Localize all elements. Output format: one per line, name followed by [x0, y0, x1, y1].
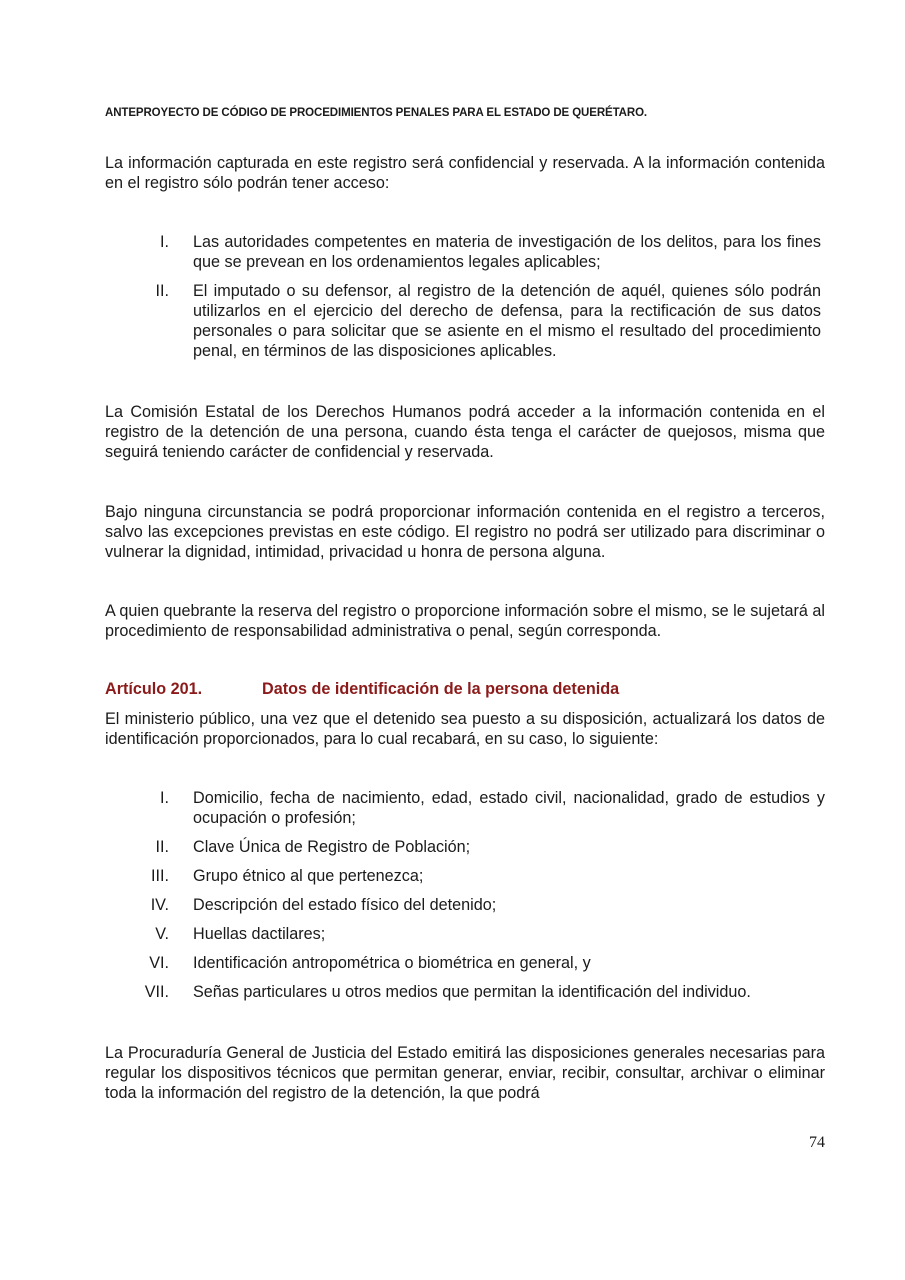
list-item-text: Grupo étnico al que pertenezca; — [193, 867, 424, 885]
list-item-number: IV. — [150, 896, 169, 914]
list-item — [105, 866, 825, 886]
list-item-text: Domicilio, fecha de nacimiento, edad, estado civil, nacionalidad, grado de estudios y ocupación o profesión; — [193, 789, 825, 827]
list-item — [105, 895, 825, 915]
identification-list — [105, 788, 825, 1002]
paragraph-human-rights: La Comisión Estatal de los Derechos Humanos podrá acceder a la información contenida en el registro de la detención de una persona, cuando ésta tenga el carácter de quejosos, misma que seguirá teniendo carácter de confidencial y reservada. — [105, 403, 825, 461]
list-item-text: Descripción del estado físico del detenido; — [193, 896, 497, 914]
article-heading — [105, 679, 825, 699]
list-item-number: III. — [151, 867, 169, 885]
list-item — [105, 232, 825, 272]
list-item — [105, 281, 825, 361]
list-item-number: II. — [155, 838, 169, 856]
page-number: 74 — [809, 1134, 825, 1151]
list-item-number: I. — [160, 233, 169, 251]
list-item-number: I. — [160, 789, 169, 807]
document-page — [105, 0, 825, 1280]
paragraph-identification: El ministerio público, una vez que el detenido sea puesto a su disposición, actualizará los datos de identificación proporcionados, para lo cual recabará, en su caso, lo siguiente: — [105, 710, 825, 748]
list-item — [105, 953, 825, 973]
list-item — [105, 837, 825, 857]
list-item-text: Clave Única de Registro de Población; — [193, 838, 471, 856]
list-item-text: Huellas dactilares; — [193, 925, 326, 943]
list-item — [105, 788, 825, 828]
paragraph-no-disclosure: Bajo ninguna circunstancia se podrá proporcionar información contenida en el registro a terceros, salvo las excepciones previstas en este código. El registro no podrá ser utilizado para discriminar o vulnerar la dignidad, intimidad, privacidad u honra de persona alguna. — [105, 503, 825, 561]
paragraph-procuraduria: La Procuraduría General de Justicia del Estado emitirá las disposiciones generales necesarias para regular los dispositivos técnicos que permitan generar, enviar, recibir, consultar, archivar o eliminar toda la información del registro de la detención, la que podrá — [105, 1044, 825, 1102]
document-header: ANTEPROYECTO DE CÓDIGO DE PROCEDIMIENTOS PENALES PARA EL ESTADO DE QUERÉTARO. — [105, 107, 648, 119]
list-item-text: Las autoridades competentes en materia de investigación de los delitos, para los fines que se prevean en los ordenamientos legales aplicables; — [193, 233, 821, 271]
list-item-number: VII. — [144, 983, 169, 1001]
list-item-number: V. — [155, 925, 169, 943]
article-number: Artículo 201. — [105, 680, 203, 698]
paragraph-confidentiality: La información capturada en este registro será confidencial y reservada. A la información contenida en el registro sólo podrán tener acceso: — [105, 154, 825, 192]
list-item — [105, 982, 825, 1002]
list-item-number: II. — [155, 282, 169, 300]
article-title: Datos de identificación de la persona detenida — [262, 680, 620, 698]
list-item — [105, 924, 825, 944]
list-item-text: Señas particulares u otros medios que permitan la identificación del individuo. — [193, 983, 751, 1001]
list-item-number: VI. — [149, 954, 169, 972]
paragraph-sanctions: A quien quebrante la reserva del registro o proporcione información sobre el mismo, se le sujetará al procedimiento de responsabilidad administrativa o penal, según corresponda. — [105, 602, 825, 640]
access-list — [105, 232, 825, 361]
list-item-text: Identificación antropométrica o biométrica en general, y — [193, 954, 591, 972]
list-item-text: El imputado o su defensor, al registro de la detención de aquél, quienes sólo podrán utilizarlos en el ejercicio del derecho de defensa, para la rectificación de sus datos personales o para solicitar que se asiente en el mismo el resultado del procedimiento penal, en términos de las disposiciones aplicables. — [193, 282, 821, 360]
